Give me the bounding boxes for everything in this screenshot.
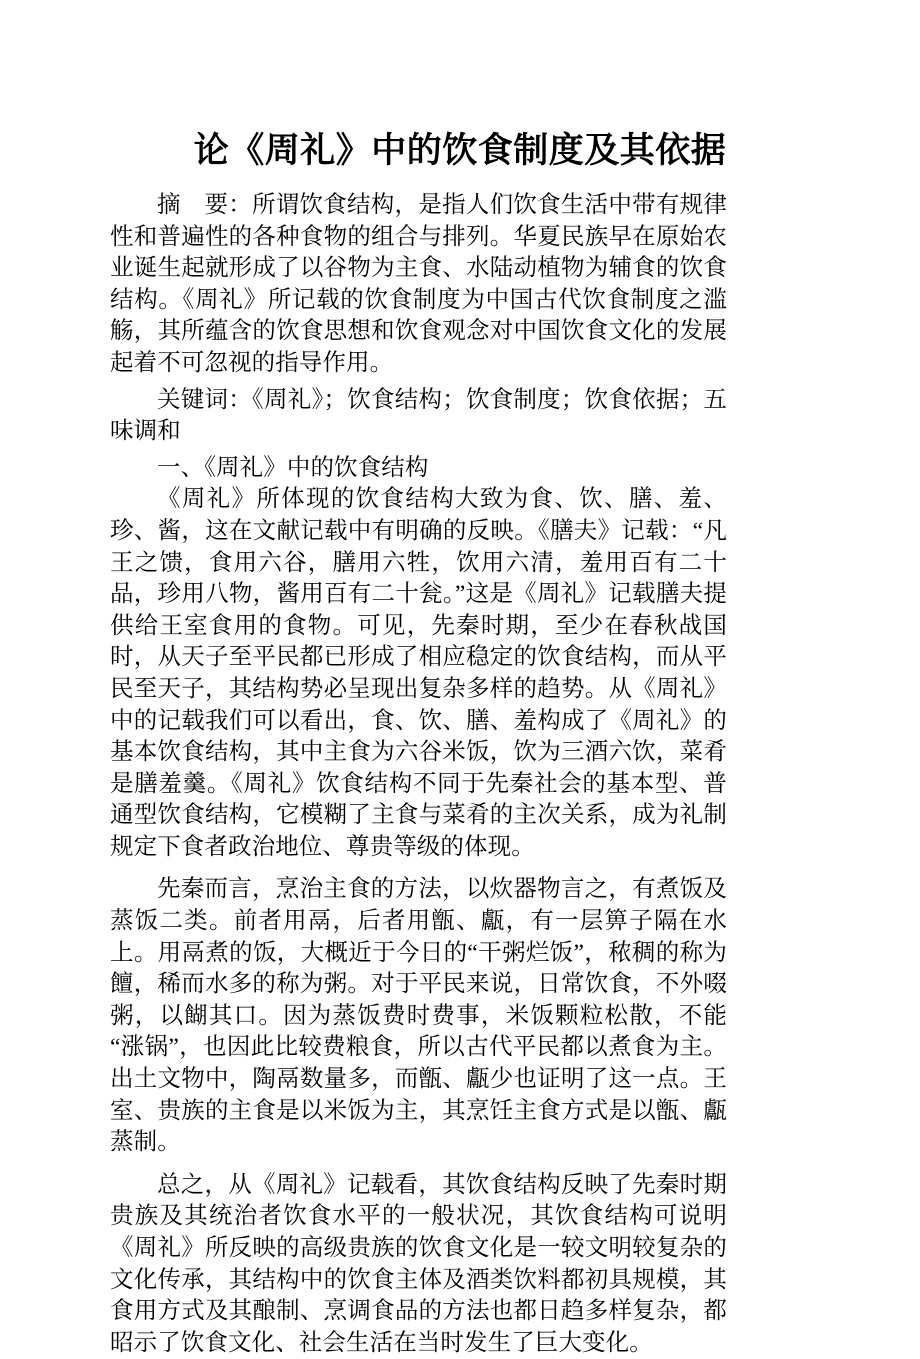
spacer — [110, 863, 727, 874]
abstract-paragraph: 摘 要：所谓饮食结构，是指人们饮食生活中带有规律性和普遍性的各种食物的组合与排列。华夏民族早在原始农业诞生起就形成了以谷物为主食、水陆动植物为辅食的饮食结构。《周礼》所记载的饮食制度为中国古代饮食制度之滥觞，其所蕴含的饮食思想和饮食观念对中国饮食文化的发展起着不可忽视的指导作用。 — [110, 192, 727, 376]
section-heading-1: 一、《周礼》中的饮食结构 — [157, 454, 429, 481]
section-1-paragraph-3: 总之，从《周礼》记载看，其饮食结构反映了先秦时期贵族及其统治者饮食水平的一般状况，其饮食结构可说明《周礼》所反映的高级贵族的饮食文化是一较文明较复杂的文化传承，其结构中的饮食主体及酒类饮料都初具规模，其食用方式及其酿制、烹调食品的方法也都日趋多样复杂，都昭示了饮食文化、社会生活在当时发生了巨大变化。 — [110, 1171, 727, 1356]
page-title: 论《周礼》中的饮食制度及其依据 — [193, 131, 727, 171]
document-body — [110, 190, 727, 1359]
section-1-paragraph-2: 先秦而言，烹治主食的方法，以炊器物言之，有煮饭及蒸饭二类。前者用鬲，后者用甑、甗，有一层箅子隔在水上。用鬲煮的饭，大概近于今日的“干粥烂饭”，秾稠的称为饘，稀而水多的称为粥。对于平民来说，日常饮食，不外啜粥，以餬其口。因为蒸饭费时费事，米饭颗粒松散，不能“涨锅”，也因此比较费粮食，所以古代平民都以煮食为主。出土文物中，陶鬲数量多，而甑、甗少也证明了这一点。王室、贵族的主食是以米饭为主，其烹饪主食方式是以甑、甗蒸制。 — [110, 876, 727, 1156]
section-1-paragraph-1: 《周礼》所体现的饮食结构大致为食、饮、膳、羞、珍、酱，这在文献记载中有明确的反映。《膳夫》记载：“凡王之馈，食用六谷，膳用六牲，饮用六清，羞用百有二十品，珍用八物，酱用百有二十瓮。”这是《周礼》记载膳夫提供给王室食用的食物。可见，先秦时期，至少在春秋战国时，从天子至平民都已形成了相应稳定的饮食结构，而从平民至天子，其结构势必呈现出复杂多样的趋势。从《周礼》中的记载我们可以看出，食、饮、膳、羞构成了《周礼》的基本饮食结构，其中主食为六谷米饭，饮为三酒六饮，菜肴是膳羞羹。《周礼》饮食结构不同于先秦社会的基本型、普通型饮食结构，它模糊了主食与菜肴的主次关系，成为礼制规定下食者政治地位、尊贵等级的体现。 — [110, 486, 727, 860]
keywords-paragraph: 关键词：《周礼》；饮食结构；饮食制度；饮食依据；五味调和 — [110, 386, 727, 445]
spacer — [110, 1159, 727, 1170]
